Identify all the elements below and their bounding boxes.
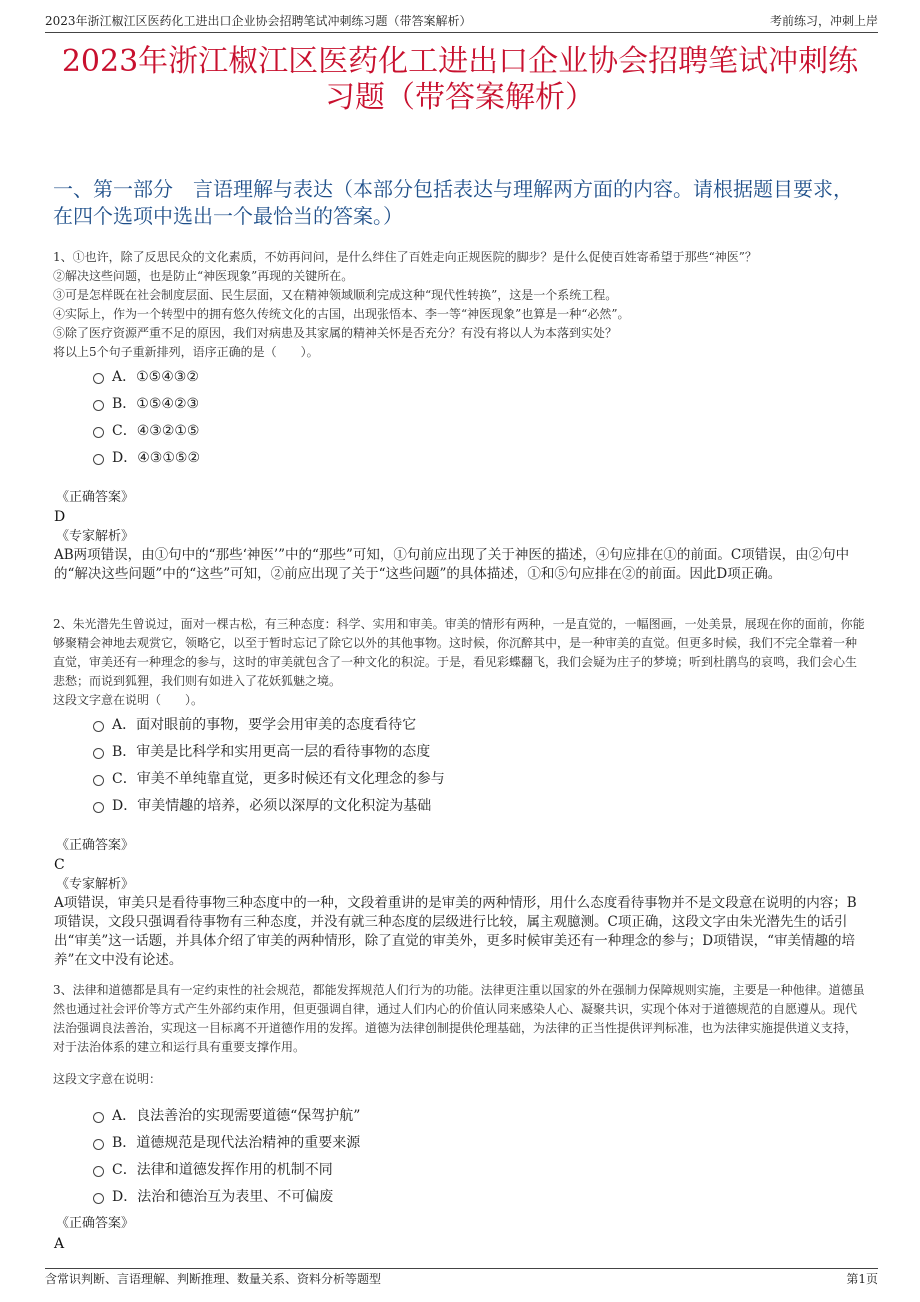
- radio-icon[interactable]: [93, 802, 104, 813]
- question-1-line: ②解决这些问题，也是防止“神医现象”再现的关键所在。: [53, 269, 354, 283]
- option-text: ④③①⑤②: [137, 450, 200, 466]
- question-2-prompt: 这段文字意在说明（ ）。: [53, 693, 204, 707]
- question-2-analysis: A项错误，审美只是看待事物三种态度中的一种，文段着重讲的是审美的两种情形，用什么态度看待事物并不是文段意在说明的内容；B项错误，文段只强调看待事物有三种态度，并没有就三种态度的层级进行比较，属主观臆测。C项正确，这段文字由朱光潜先生的话引出“审美”这一话题，并具体介绍了审美的两种情形，除了直觉的审美外，更多时候审美还有一种理念的参与；D项错误，“审美情趣的培养”在文中没有论述。: [54, 895, 857, 968]
- option-label: C．: [112, 423, 137, 439]
- question-1-answer-heading: 《正确答案》: [56, 490, 135, 505]
- option-label: C．: [112, 1162, 137, 1178]
- question-1-analysis: AB两项错误，由①句中的“那些‘神医’”中的“那些”可知，①句前应出现了关于神医的描述，④句应排在①的前面。C项错误，由②句中的“解决这些问题”中的“这些”可知，②前应出现了关于“这些问题”的具体描述，①和⑤句应排在②的前面。因此D项正确。: [54, 547, 850, 582]
- question-1-line: ④实际上，作为一个转型中的拥有悠久传统文化的古国，出现张悟本、李一等“神医现象”也算是一种“必然”。: [53, 307, 630, 321]
- option-label: A．: [112, 1108, 137, 1124]
- option-text: 审美不单纯靠直觉，更多时候还有文化理念的参与: [136, 771, 445, 787]
- page-number: 第1页: [846, 1272, 878, 1286]
- option-label: D．: [112, 1189, 138, 1205]
- question-2-answer: C: [54, 857, 65, 873]
- option-label: B．: [112, 396, 137, 412]
- question-2-passage: 2、朱光潜先生曾说过，面对一棵古松，有三种态度：科学、实用和审美。审美的情形有两种，一是直觉的，一幅图画，一处美景，展现在你的面前，你能够聚精会神地去观赏它，领略它，以至于暂时忘记了除它以外的其他事物。这时候，你沉醉其中，是一种审美的直觉。但更多时候，我们不完全靠着一种直觉，审美还有一种理念的参与，这时的审美就包含了一种文化的积淀。于是，看见彩蝶翻飞，我们会疑为庄子的梦境；听到杜鹃鸟的哀鸣，我们会心生悲愁；而说到狐狸，我们则有如进入了花妖狐魅之境。: [53, 617, 865, 688]
- option-text: 法治和德治互为表里、不可偏废: [137, 1189, 334, 1205]
- option-label: B．: [112, 744, 137, 760]
- question-1-option-a[interactable]: [93, 367, 199, 387]
- question-2-option-b[interactable]: [93, 742, 430, 762]
- header-slogan: 考前练习，冲刺上岸: [769, 14, 878, 28]
- question-3-prompt: 这段文字意在说明：: [53, 1072, 162, 1086]
- question-3-answer: A: [54, 1236, 65, 1252]
- question-2-option-a[interactable]: [93, 715, 416, 735]
- option-text: 审美情趣的培养，必须以深厚的文化积淀为基础: [137, 798, 432, 814]
- question-1-answer: D: [54, 509, 66, 525]
- section-heading: 一、第一部分 言语理解与表达（本部分包括表达与理解两方面的内容。请根据题目要求，在四个选项中选出一个最恰当的答案。）: [53, 177, 853, 228]
- option-text: 道德规范是现代法治精神的重要来源: [136, 1135, 361, 1151]
- option-label: A．: [112, 717, 137, 733]
- option-text: 面对眼前的事物，要学会用审美的态度看待它: [136, 717, 417, 733]
- option-label: C．: [112, 771, 137, 787]
- question-1-line: 1、①也许，除了反思民众的文化素质，不妨再问问，是什么绊住了百姓走向正规医院的脚步？是什么促使百姓寄希望于那些“神医”？: [53, 250, 757, 264]
- option-label: D．: [112, 798, 138, 814]
- option-text: 法律和道德发挥作用的机制不同: [136, 1162, 333, 1178]
- radio-icon[interactable]: [93, 400, 104, 411]
- question-3-option-a[interactable]: [93, 1106, 360, 1126]
- option-text: 良法善治的实现需要道德“保驾护航”: [136, 1108, 361, 1124]
- footer-topics: 含常识判断、言语理解、判断推理、数量关系、资料分析等题型: [45, 1272, 382, 1286]
- document-title: 2023年浙江椒江区医药化工进出口企业协会招聘笔试冲刺练习题（带答案解析）: [61, 44, 859, 115]
- radio-icon[interactable]: [93, 373, 104, 384]
- option-text: 审美是比科学和实用更高一层的看待事物的态度: [136, 744, 431, 760]
- question-3-option-c[interactable]: [93, 1160, 333, 1180]
- radio-icon[interactable]: [93, 721, 104, 732]
- radio-icon[interactable]: [93, 775, 104, 786]
- option-text: ①⑤④②③: [136, 396, 200, 412]
- radio-icon[interactable]: [93, 427, 104, 438]
- option-label: D．: [112, 450, 138, 466]
- question-1-analysis-heading: 《专家解析》: [56, 529, 135, 544]
- question-1-stem: [53, 248, 865, 362]
- question-1-option-b[interactable]: [93, 394, 199, 414]
- question-3-option-b[interactable]: [93, 1133, 360, 1153]
- question-2-option-c[interactable]: [93, 769, 445, 789]
- question-1-option-c[interactable]: [93, 421, 199, 441]
- page-header: [45, 10, 878, 33]
- radio-icon[interactable]: [93, 1166, 104, 1177]
- question-3-stem: [53, 981, 865, 1089]
- radio-icon[interactable]: [93, 1112, 104, 1123]
- question-3-passage: 3、法律和道德都是具有一定约束性的社会规范，都能发挥规范人们行为的功能。法律更注重以国家的外在强制力保障规则实施，主要是一种他律。道德虽然也通过社会评价等方式产生外部约束作用，但更强调自律，通过人们内心的价值认同来感染人心、凝聚共识，实现个体对于道德规范的自愿遵从。现代法治强调良法善治，实现这一目标离不开道德作用的发挥。道德为法律创制提供伦理基础，为法律的正当性提供评判标准，也为法律实施提供道义支持，对于法治体系的建立和运行具有重要支撑作用。: [53, 983, 865, 1054]
- radio-icon[interactable]: [93, 748, 104, 759]
- question-3-answer-heading: 《正确答案》: [56, 1216, 135, 1231]
- question-1-prompt: 将以上5个句子重新排列，语序正确的是（ ）。: [53, 345, 319, 359]
- question-2-answer-heading: 《正确答案》: [56, 838, 135, 853]
- radio-icon[interactable]: [93, 1193, 104, 1204]
- option-text: ①⑤④③②: [136, 369, 199, 385]
- radio-icon[interactable]: [93, 454, 104, 465]
- option-label: A．: [112, 369, 137, 385]
- question-1-line: ③可是怎样既在社会制度层面、民生层面，又在精神领域顺利完成这种“现代性转换”，这是一个系统工程。: [53, 288, 618, 302]
- question-1-option-d[interactable]: [93, 448, 200, 468]
- question-1-line: ⑤除了医疗资源严重不足的原因，我们对病患及其家属的精神关怀是否充分？有没有将以人为本落到实处？: [53, 326, 618, 340]
- question-2-analysis-heading: 《专家解析》: [56, 877, 135, 892]
- question-2-stem: [53, 615, 865, 710]
- question-3-option-d[interactable]: [93, 1187, 333, 1207]
- radio-icon[interactable]: [93, 1139, 104, 1150]
- question-2-option-d[interactable]: [93, 796, 431, 816]
- header-doc-title: 2023年浙江椒江区医药化工进出口企业协会招聘笔试冲刺练习题（带答案解析）: [45, 14, 472, 28]
- option-text: ④③②①⑤: [136, 423, 200, 439]
- option-label: B．: [112, 1135, 137, 1151]
- page-footer: [45, 1268, 878, 1291]
